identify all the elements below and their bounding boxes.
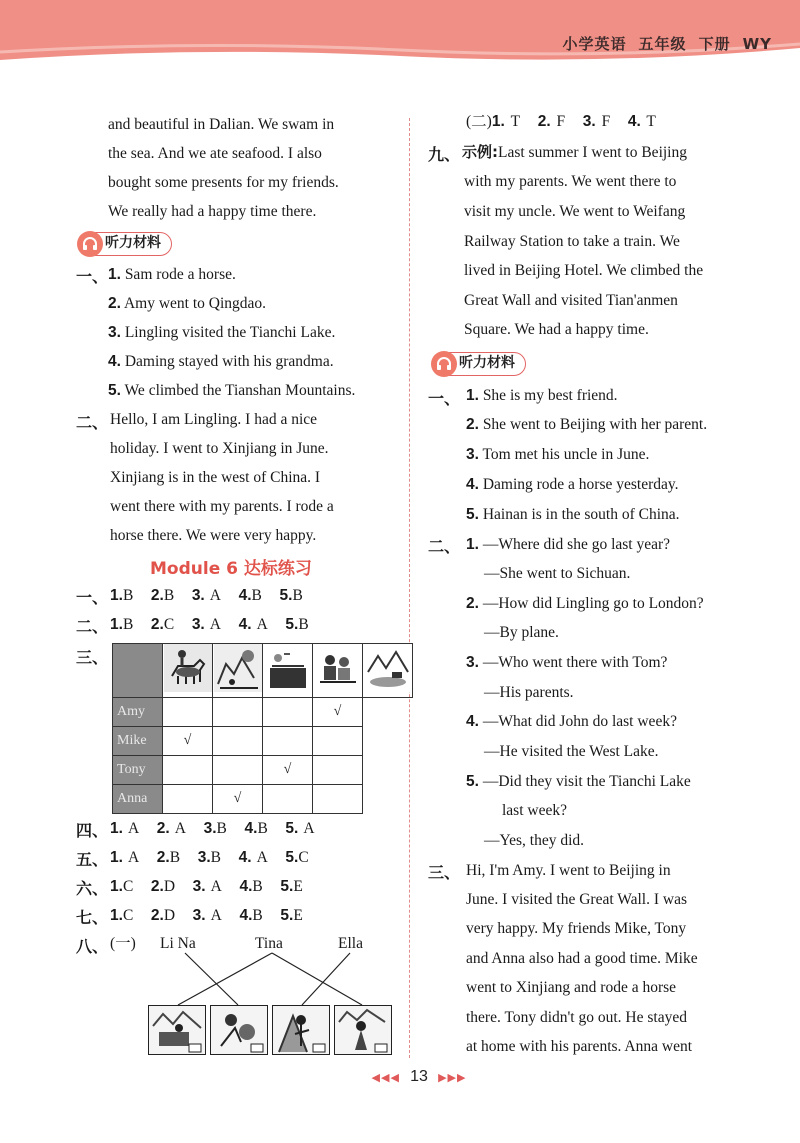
table-row: Mike √ bbox=[113, 727, 413, 756]
page-footer bbox=[354, 1068, 484, 1086]
passage-line: at home with his parents. Anna went bbox=[466, 1038, 692, 1055]
right-arrows-icon: ▶▶▶ bbox=[438, 1072, 467, 1084]
section-marker: 三、 bbox=[428, 863, 461, 882]
table-row: Amy √ bbox=[113, 698, 413, 727]
sample-label: 示例:Last summer I went to Beijing bbox=[462, 143, 687, 161]
section-marker: 一、 bbox=[76, 588, 109, 607]
header-edition: WY bbox=[742, 35, 772, 53]
section-marker: 一、 bbox=[76, 267, 109, 286]
list-item: 3. Lingling visited the Tianchi Lake. bbox=[108, 324, 336, 341]
dialogue-answer: —He visited the West Lake. bbox=[484, 743, 659, 760]
matching-picture bbox=[272, 1005, 330, 1055]
answer-row: (二)1. T 2. F 3. F 4. T bbox=[466, 113, 656, 130]
section-marker: 四、 bbox=[76, 821, 109, 840]
table-row: Anna √ bbox=[113, 785, 413, 814]
passage-line: Great Wall and visited Tian'anmen bbox=[464, 292, 678, 309]
intro-line: bought some presents for my friends. bbox=[108, 174, 339, 191]
answer-row: 1.C 2.D 3. A 4.B 5.E bbox=[110, 907, 303, 924]
section-marker: 二、 bbox=[76, 413, 109, 432]
section-marker: 九、 bbox=[428, 145, 461, 164]
sub-marker: (一) bbox=[110, 935, 136, 952]
answer-row: 1. A 2. A 3.B 4.B 5. A bbox=[110, 820, 315, 837]
list-item: 2. She went to Beijing with her parent. bbox=[466, 416, 708, 433]
matching-name: Li Na bbox=[160, 935, 196, 952]
section-marker: 三、 bbox=[76, 648, 109, 667]
passage-line: Railway Station to take a train. We bbox=[464, 233, 680, 250]
dialogue-answer: —She went to Sichuan. bbox=[484, 565, 631, 582]
header-subject: 小学英语 bbox=[562, 35, 627, 53]
passage-line: Square. We had a happy time. bbox=[464, 321, 649, 338]
intro-line: We really had a happy time there. bbox=[108, 203, 317, 220]
passage-line: Hi, I'm Amy. I went to Beijing in bbox=[466, 862, 671, 879]
row-name: Anna bbox=[113, 785, 163, 814]
dialogue-question: 5. —Did they visit the Tianchi Lake bbox=[466, 773, 691, 790]
passage-line: and Anna also had a good time. Mike bbox=[466, 950, 698, 967]
list-item: 3. Tom met his uncle in June. bbox=[466, 446, 650, 463]
section-marker: 五、 bbox=[76, 850, 109, 869]
list-item: 5. Hainan is in the south of China. bbox=[466, 506, 680, 523]
passage-line: holiday. I went to Xinjiang in June. bbox=[110, 440, 329, 457]
section-marker: 八、 bbox=[76, 937, 109, 956]
module-title: Module 6 达标练习 bbox=[150, 559, 312, 579]
headphones-icon bbox=[431, 351, 457, 377]
badge-label: 听力材料 bbox=[105, 235, 161, 251]
section-marker: 二、 bbox=[428, 537, 461, 556]
badge-label: 听力材料 bbox=[459, 355, 515, 371]
passage-line: Hello, I am Lingling. I had a nice bbox=[110, 411, 318, 428]
passage-line: horse there. We were very happy. bbox=[110, 527, 317, 544]
list-item: 2. Amy went to Qingdao. bbox=[108, 295, 267, 312]
answer-row: 1.C 2.D 3. A 4.B 5.E bbox=[110, 878, 303, 895]
row-name: Tony bbox=[113, 756, 163, 785]
listening-material-badge bbox=[432, 352, 526, 376]
dialogue-question: 1. —Where did she go last year? bbox=[466, 536, 671, 553]
passage-line: visit my uncle. We went to Weifang bbox=[464, 203, 686, 220]
row-name: Mike bbox=[113, 727, 163, 756]
left-arrows-icon: ◀◀◀ bbox=[371, 1072, 400, 1084]
passage-line: June. I visited the Great Wall. I was bbox=[466, 891, 688, 908]
matching-picture bbox=[148, 1005, 206, 1055]
header-grade: 五年级 bbox=[638, 35, 687, 53]
section-marker: 二、 bbox=[76, 617, 109, 636]
dialogue-question: 2. —How did Lingling go to London? bbox=[466, 595, 704, 612]
matching-name: Ella bbox=[338, 935, 363, 952]
list-item: 1. Sam rode a horse. bbox=[108, 266, 236, 283]
section-marker: 六、 bbox=[76, 879, 109, 898]
section-marker: 七、 bbox=[76, 908, 109, 927]
intro-line: the sea. And we ate seafood. I also bbox=[108, 145, 322, 162]
answer-row: 1.B 2.C 3. A 4. A 5.B bbox=[110, 616, 309, 633]
passage-line: lived in Beijing Hotel. We climbed the bbox=[464, 262, 704, 279]
header-term: 下册 bbox=[698, 35, 731, 53]
dialogue-question: 3. —Who went there with Tom? bbox=[466, 654, 668, 671]
passage-line: with my parents. We went there to bbox=[464, 173, 677, 190]
page-number: 13 bbox=[410, 1068, 428, 1085]
table-row: Tony √ bbox=[113, 756, 413, 785]
passage-line: Xinjiang is in the west of China. I bbox=[110, 469, 321, 486]
list-item: 4. Daming stayed with his grandma. bbox=[108, 353, 334, 370]
row-name: Amy bbox=[113, 698, 163, 727]
dialogue-answer: —By plane. bbox=[484, 624, 559, 641]
dialogue-answer: —His parents. bbox=[484, 684, 574, 701]
passage-line: went there with my parents. I rode a bbox=[110, 498, 334, 515]
dialogue-answer: —Yes, they did. bbox=[484, 832, 585, 849]
matching-name: Tina bbox=[255, 935, 283, 952]
list-item: 5. We climbed the Tianshan Mountains. bbox=[108, 382, 356, 399]
list-item: 4. Daming rode a horse yesterday. bbox=[466, 476, 679, 493]
answer-row: 1. A 2.B 3.B 4. A 5.C bbox=[110, 849, 309, 866]
passage-line: very happy. My friends Mike, Tony bbox=[466, 920, 687, 937]
list-item: 1. She is my best friend. bbox=[466, 387, 618, 404]
answer-row: 1.B 2.B 3. A 4.B 5.B bbox=[110, 587, 303, 604]
passage-line: there. Tony didn't go out. He stayed bbox=[466, 1009, 687, 1026]
dialogue-question-cont: last week? bbox=[502, 802, 567, 819]
section-marker: 一、 bbox=[428, 389, 461, 408]
dialogue-question: 4. —What did John do last week? bbox=[466, 713, 677, 730]
passage-line: went to Xinjiang and rode a horse bbox=[466, 979, 677, 996]
intro-line: and beautiful in Dalian. We swam in bbox=[108, 116, 335, 133]
matching-picture bbox=[210, 1005, 268, 1055]
matching-picture bbox=[334, 1005, 392, 1055]
